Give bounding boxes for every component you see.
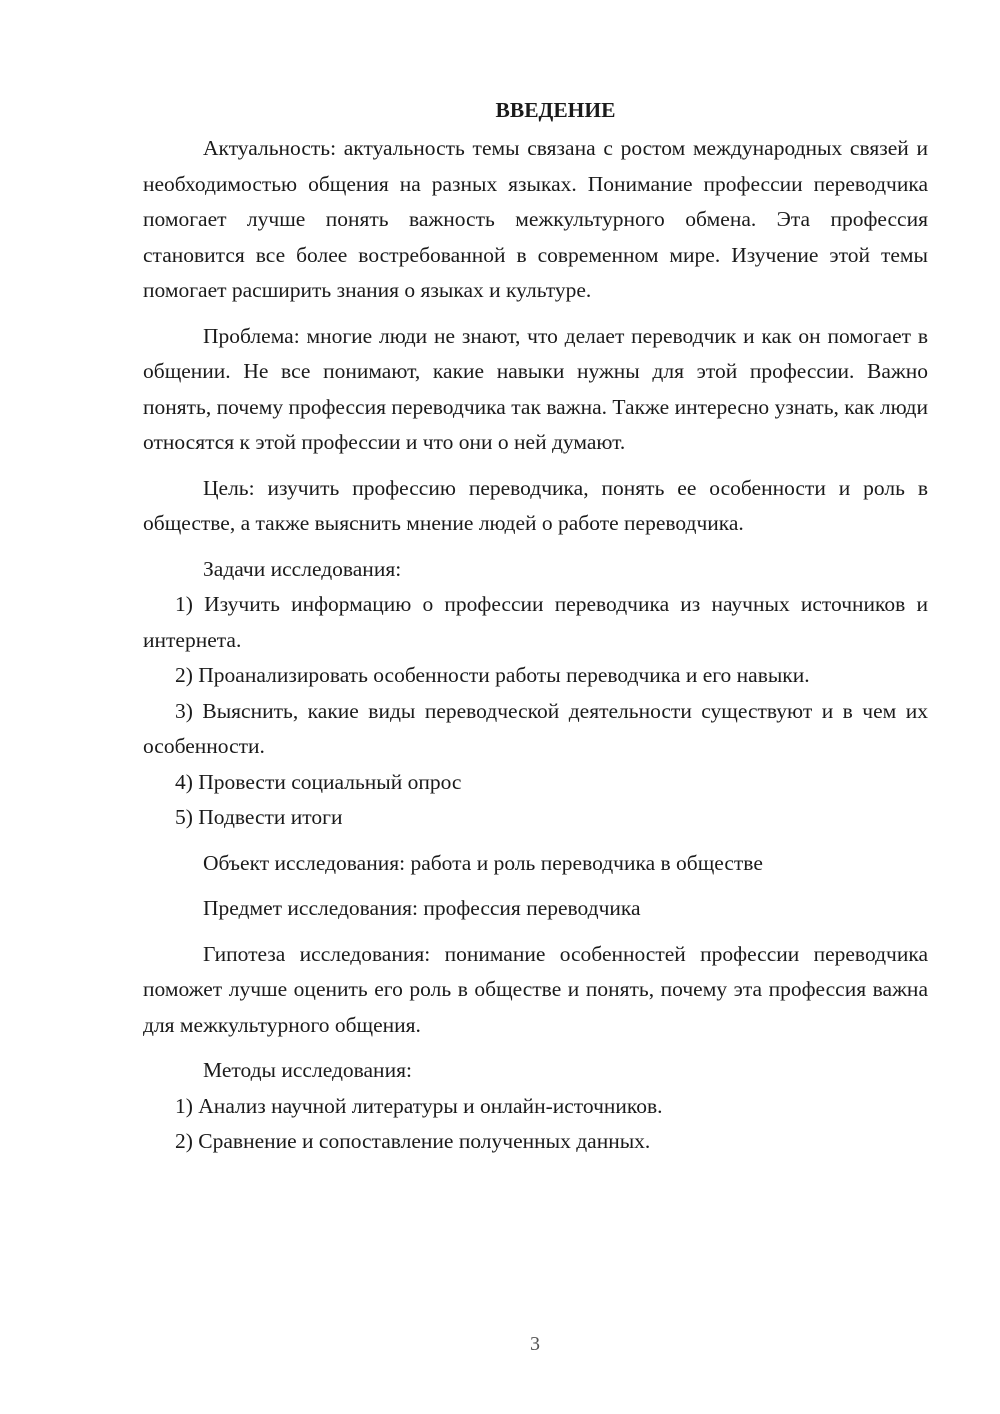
task-item-5: 5) Подвести итоги	[175, 805, 343, 829]
tasks-heading: Задачи исследования:	[203, 556, 402, 581]
relevance-paragraph: Актуальность: актуальность темы связана с ростом международных связей и необходимостью общения на разных языках. Понимание профессии переводчика помогает лучше понять важность межкультурного обмена. Эта профессия становится все более востребованной в современном мире. Изучение этой темы помогает расширить знания о языках и культуре.	[143, 136, 928, 302]
method-item-1: 1) Анализ научной литературы и онлайн-источников.	[175, 1093, 663, 1118]
research-object: Объект исследования: работа и роль переводчика в обществе	[203, 850, 763, 875]
task-item-4: 4) Провести социальный опрос	[175, 769, 462, 794]
problem-paragraph: Проблема: многие люди не знают, что делает переводчик и как он помогает в общении. Не все понимают, какие навыки нужны для этой профессии. Важно понять, почему профессия переводчика так важна. Также интересно узнать, как люди относятся к этой профессии и что они о ней думают.	[143, 323, 928, 454]
hypothesis-paragraph: Гипотеза исследования: понимание особенностей профессии переводчика поможет лучше оценить его роль в обществе и понять, почему эта профессия важна для межкультурного общения.	[143, 941, 928, 1037]
methods-heading: Методы исследования:	[203, 1058, 412, 1082]
task-item-1: 1) Изучить информацию о профессии переводчика из научных источников и интернета.	[143, 592, 928, 652]
page-number: 3	[530, 1333, 540, 1355]
goal-paragraph: Цель: изучить профессию переводчика, понять ее особенности и роль в обществе, а также выяснить мнение людей о работе переводчика.	[143, 475, 928, 535]
page-title: ВВЕДЕНИЕ	[495, 98, 616, 122]
research-subject: Предмет исследования: профессия переводчика	[203, 896, 641, 920]
document-page	[143, 92, 928, 1160]
task-item-3: 3) Выяснить, какие виды переводческой деятельности существуют и в чем их особенности.	[143, 698, 928, 758]
method-item-2: 2) Сравнение и сопоставление полученных данных.	[175, 1129, 651, 1153]
task-item-2: 2) Проанализировать особенности работы переводчика и его навыки.	[175, 663, 810, 687]
